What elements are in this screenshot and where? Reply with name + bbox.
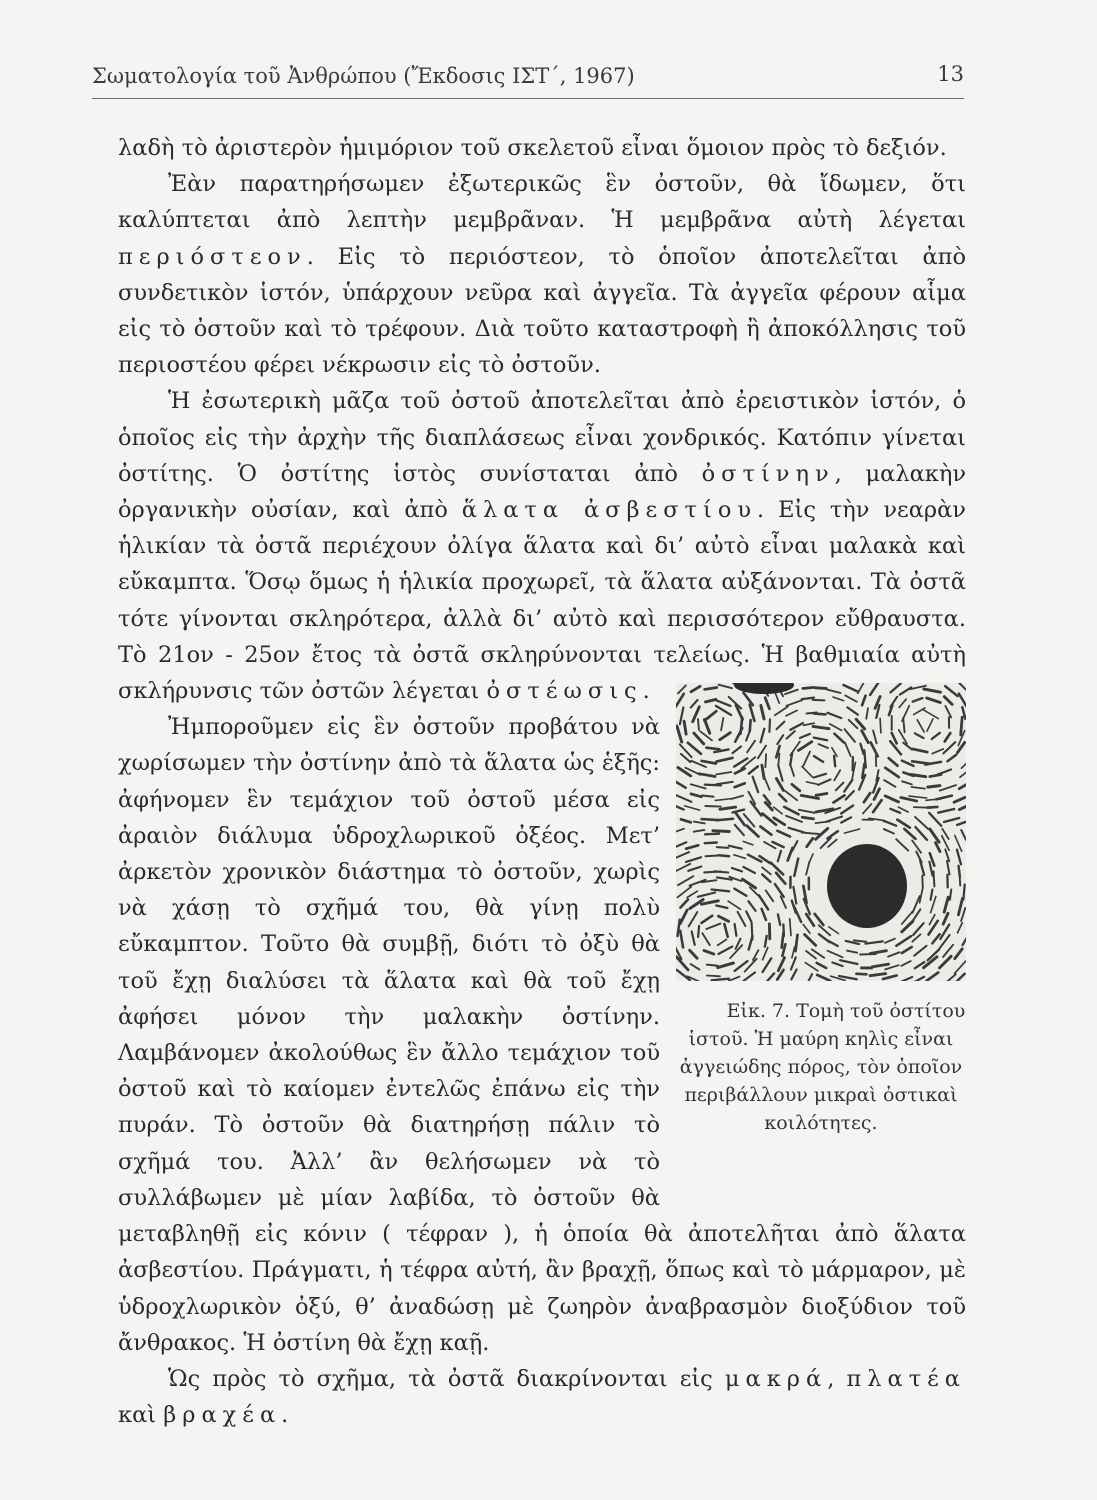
term-osteosis: ὀστέωσις <box>486 678 643 705</box>
paragraph-3-text-b: , μαλακὴν ὀργανικὴν οὐσίαν, καὶ ἀπὸ <box>118 460 967 524</box>
term-vrachea: βραχέα <box>163 1402 282 1429</box>
paragraph-1 <box>118 130 966 166</box>
figure-7 <box>676 683 966 1189</box>
term-platea: πλατέα <box>846 1365 966 1392</box>
paragraph-5-period: . <box>281 1402 289 1429</box>
paragraph-4-text: Ἠμποροῦμεν εἰς ἓν ὀστοῦν προβάτου νὰ χωρίσωμεν τὴν ὀστίνην ἀπὸ τὰ ἅλατα ὡς ἑξῆς: ἀφήνομεν ἓν τεμάχιον τοῦ ὀστοῦ μέσα εἰς ἀραιὸν διάλυμα ὑδροχλωρικοῦ ὀξέος. Μετ’ ἀρκετὸν χρονικὸν διάστημα τὸ ὀστοῦν, χωρὶς νὰ χάσῃ τὸ σχῆμά του, θὰ γίνῃ πολὺ εὔκαμπτον. Τοῦτο θὰ συμβῇ, διότι τὸ ὀξὺ θὰ τοῦ ἔχῃ διαλύσει τὰ ἅλατα καὶ θὰ τοῦ ἔχῃ ἀφήσει μόνον τὴν μαλακὴν ὀστίνην. Λαμβάνομεν ἀκολούθως ἓν ἄλλο τεμάχιον τοῦ ὀστοῦ καὶ τὸ καίομεν ἐντελῶς ἐπάνω εἰς τὴν πυράν. Τὸ ὀστοῦν θὰ διατηρήσῃ πάλιν τὸ σχῆμά του. Ἀλλ’ ἂν θελήσωμεν νὰ τὸ συλλάβωμεν μὲ μίαν λαβίδα, τὸ ὀστοῦν θὰ μεταβληθῇ εἰς κόνιν ( τέφραν ), ἡ ὁποία θὰ ἀποτελῆται ἀπὸ ἅλατα ἀσβεστίου. Πράγματι, ἡ τέφρα αὐτή, ἂν βραχῇ, ὅπως καὶ τὸ μάρμαρον, μὲ ὑδροχλωρικὸν ὀξύ, θ’ ἀναδώσῃ μὲ ζωηρὸν ἀναβρασμὸν διοξύδιον τοῦ ἄνθρακος. Ἡ ὀστίνη θὰ ἔχῃ καῇ. <box>118 714 966 1356</box>
running-title: Σωματολογία τοῦ Ἀνθρώπου (Ἔκδοσις ΙΣΤ΄, 1967) <box>92 64 635 88</box>
bone-tissue-illustration <box>676 683 966 981</box>
running-header <box>92 62 964 96</box>
paragraph-5-text-a: Ὡς πρὸς τὸ σχῆμα, τὰ ὀστᾶ διακρίνονται εἰς <box>168 1365 725 1392</box>
term-alata-asvestiou: ἅλατα ἀσβεστίου <box>461 497 758 524</box>
term-makra: μακρά <box>724 1365 828 1392</box>
paragraph-2 <box>118 166 966 383</box>
header-rule <box>92 98 964 99</box>
paragraph-5-kai: καὶ <box>118 1402 164 1429</box>
page-number: 13 <box>937 62 964 86</box>
body-text <box>118 130 966 1433</box>
paragraph-2-text-b: . Εἰς τὸ περιόστεον, τὸ ὁποῖον ἀποτελεῖται ἀπὸ συνδετικὸν ἱστόν, ὑπάρχουν νεῦρα καὶ ἀγγεῖα. Τὰ ἀγγεῖα φέρουν αἷμα εἰς τὸ ὀστοῦν καὶ τὸ τρέφουν. Διὰ τοῦτο καταστροφὴ ἢ ἀποκόλλησις τοῦ περιοστέου φέρει νέκρωσιν εἰς τὸ ὀστοῦν. <box>118 243 966 379</box>
paragraph-5-comma: , <box>827 1365 847 1392</box>
paragraph-2-text-a: Ἐὰν παρατηρήσωμεν ἐξωτερικῶς ἓν ὀστοῦν, θὰ ἴδωμεν, ὅτι καλύπτεται ἀπὸ λεπτὴν μεμβρᾶναν. Ἡ μεμβρᾶνα αὐτὴ λέγεται <box>118 171 966 234</box>
term-periosteon: περιόστεον <box>118 243 307 270</box>
paragraph-3-text-a: Ἡ ἐσωτερικὴ μᾶζα τοῦ ὀστοῦ ἀποτελεῖται ἀπὸ ἐρειστικὸν ἱστόν, ὁ ὁποῖος εἰς τὴν ἀρχὴν τῆς διαπλάσεως εἶναι χονδρικός. Κατόπιν γίνεται ὀστίτης. Ὁ ὀστίτης ἱστὸς συνίσταται ἀπὸ <box>118 388 966 487</box>
term-ostini: ὀστίνην <box>701 460 835 487</box>
figure-caption: Εἰκ. 7. Τομὴ τοῦ ὀστίτου ἱστοῦ. Ἡ μαύρη κηλὶς εἶναι ἀγγειώδης πόρος, τὸν ὁποῖον περιβάλλουν μικραὶ ὀστικαὶ κοιλότητες. <box>679 1000 966 1135</box>
paragraph-3-text-c: . Εἰς τὴν νεαρὰν ἡλικίαν τὰ ὀστᾶ περιέχουν ὀλίγα ἅλατα καὶ δι’ αὐτὸ εἶναι μαλακὰ καὶ εὔκαμπτα. Ὅσῳ ὅμως ἡ ἡλικία προχωρεῖ, τὰ ἅλατα αὐξάνονται. Τὰ ὀστᾶ τότε γίνονται σκληρότερα, ἀλλὰ δι’ αὐτὸ καὶ περισσότερον εὔθραυστα. Τὸ 21ον - 25ον ἔτος τὰ ὀστᾶ σκληρύνονται τελείως. Ἡ βαθμιαία αὐτὴ σκλήρυνσις τῶν ὀστῶν λέγεται <box>118 497 966 705</box>
paragraph-1-text: λαδὴ τὸ ἀριστερὸν ἡμιμόριον τοῦ σκελετοῦ εἶναι ὅμοιον πρὸς τὸ δεξιόν. <box>118 135 947 161</box>
vascular-canal <box>827 844 907 928</box>
paragraph-3-text-d: . <box>642 678 650 705</box>
bone-tissue-svg <box>676 683 966 981</box>
paragraph-5 <box>118 1361 966 1433</box>
